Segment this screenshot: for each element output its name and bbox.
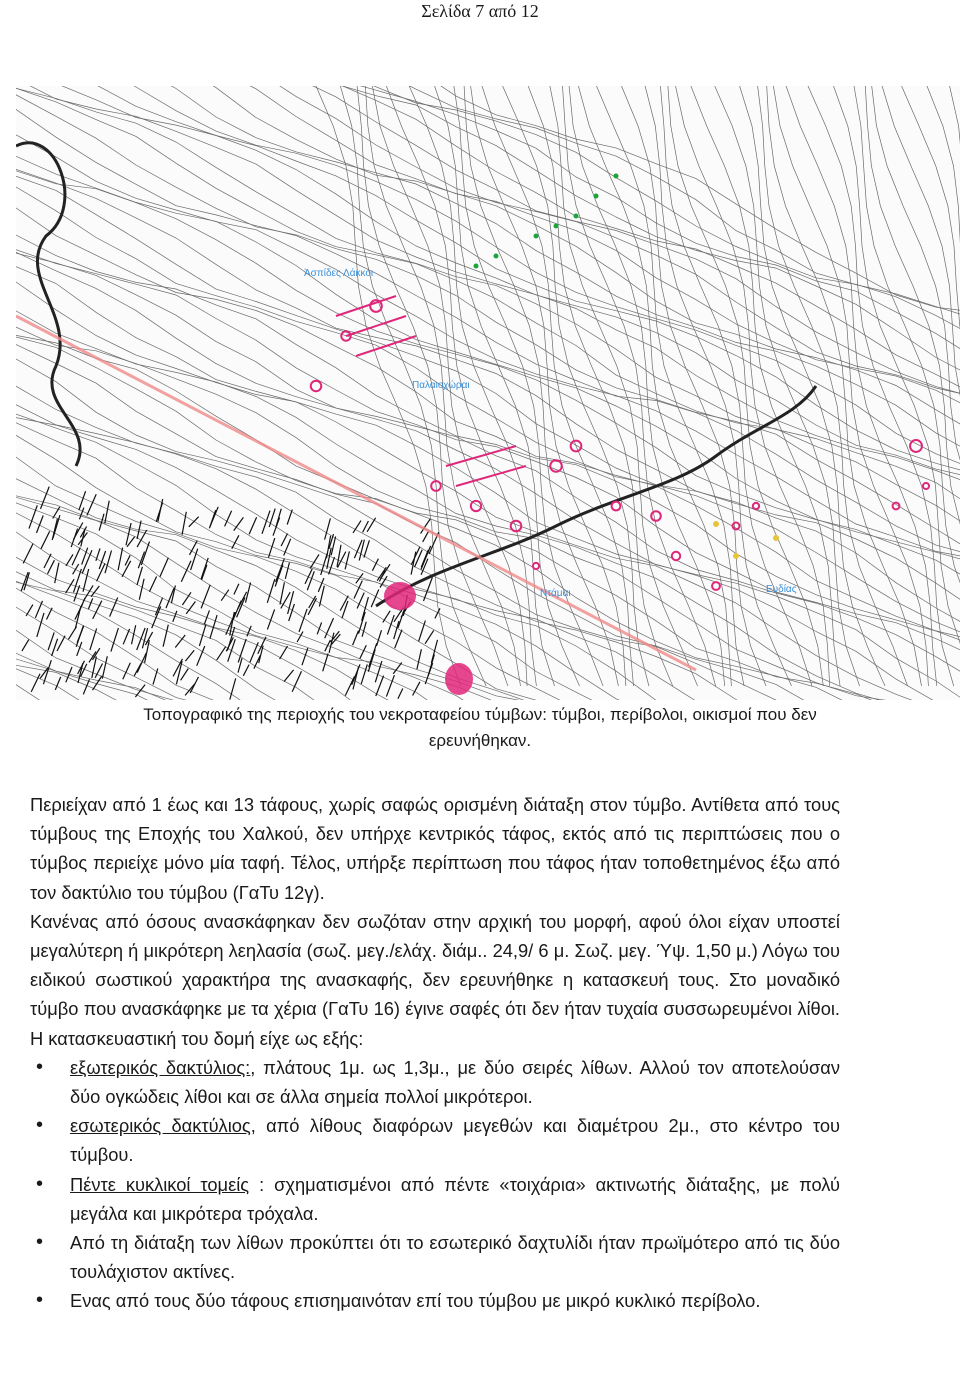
list-item bbox=[30, 1228, 840, 1286]
green-marker bbox=[474, 264, 479, 269]
paragraph: Περιείχαν από 1 έως και 13 τάφους, χωρίς σαφώς ορισμένη διάταξη στον τύμβο. Αντίθετα από τους τύμβους της Εποχής του Χαλκού, δεν υπήρχε κεντρικός τάφος, εκτός από τις περιπτώσεις που ο τύμβος περιείχε μόνο μία ταφή. Τέλος, υπήρξε περίπτωση που τάφος ήταν τοποθετημένος έξω από τον δακτύλιο του τύμβου (ΓαΤυ 12γ). bbox=[30, 794, 840, 903]
bullet-icon: • bbox=[36, 1114, 44, 1137]
list-item bbox=[30, 1286, 840, 1315]
bullet-icon: • bbox=[36, 1231, 44, 1254]
bullet-term: εξωτερικός δακτύλιος: bbox=[70, 1056, 251, 1078]
yellow-marker bbox=[773, 535, 779, 541]
map-caption: Τοπογραφικό της περιοχής του νεκροταφείου τύμβων: τύμβοι, περίβολοι, οικισμοί που δεν ερευνήθηκαν. bbox=[143, 705, 817, 750]
map-label: Ντάμαι bbox=[540, 588, 571, 599]
bullet-text: , από λίθους διαφόρων μεγεθών και διαμέτρου 2μ., στο κέντρο του τύμβου. bbox=[70, 1115, 840, 1166]
bullet-text: , πλάτους 1μ. ως 1,3μ., με δύο σειρές λίθων. Αλλού τον αποτελούσαν δύο ογκώδεις λίθοι και σε άλλα σημεία πολλοί μικρότεροι. bbox=[70, 1056, 840, 1108]
map-label: Ευδίας bbox=[766, 584, 797, 595]
green-marker bbox=[574, 214, 579, 219]
bullet-term: Πέντε κυκλικοί τομείς bbox=[70, 1173, 250, 1195]
green-marker bbox=[554, 224, 559, 229]
list-item bbox=[30, 1170, 840, 1228]
list-item bbox=[30, 1111, 840, 1169]
bullet-term: εσωτερικός δακτύλιος bbox=[70, 1115, 251, 1137]
bullet-icon: • bbox=[36, 1172, 44, 1195]
yellow-marker bbox=[733, 553, 739, 559]
large-tumulus-1 bbox=[384, 582, 416, 610]
topographic-map bbox=[16, 86, 960, 700]
bullet-icon: • bbox=[36, 1289, 44, 1312]
yellow-marker bbox=[713, 521, 719, 527]
map-label: Ἀσπίδες Λάκκοι bbox=[304, 268, 374, 279]
map-label: Παλαιοχώραι bbox=[412, 380, 470, 391]
bullet-list bbox=[30, 1053, 840, 1316]
large-tumulus-2 bbox=[445, 663, 473, 695]
bullet-text: Από τη διάταξη των λίθων προκύπτει ότι το εσωτερικό δαχτυλίδι ήταν πρωϊμότερο από τις δύο τουλάχιστον ακτίνες. bbox=[70, 1232, 840, 1283]
page-header: Σελίδα 7 από 12 bbox=[421, 1, 539, 21]
body-text bbox=[30, 790, 840, 1316]
bullet-icon: • bbox=[36, 1055, 44, 1078]
green-marker bbox=[494, 254, 499, 259]
bullet-text: : σχηματισμένοι από πέντε «τοιχάρια» ακτινωτής διάταξης, με πολύ μεγάλα και μικρότερα τρόχαλα. bbox=[70, 1173, 840, 1224]
bullet-text: Ενας από τους δύο τάφους επισημαινόταν επί του τύμβου με μικρό κυκλικό περίβολο. bbox=[70, 1290, 761, 1312]
green-marker bbox=[534, 234, 539, 239]
list-item bbox=[30, 1053, 840, 1111]
green-marker bbox=[594, 194, 599, 199]
paragraph: Κανένας από όσους ανασκάφηκαν δεν σωζόταν στην αρχική του μορφή, αφού όλοι είχαν υποστεί μεγαλύτερη ή μικρότερη λεηλασία (σωζ. μεγ./ελάχ. διάμ.. 24,9/ 6 μ. Σωζ. μεγ. Ύψ. 1,50 μ.) Λόγω του ειδικού σωστικού χαρακτήρα της ανασκαφής, δεν ερευνήθηκε η κατασκευή τους. Στο μοναδικό τύμβο που ανασκάφηκε με τα χέρια (ΓαΤυ 16) έγινε σαφές ότι δεν ήταν τυχαία συσσωρευμένοι λίθοι. Η κατασκευαστική του δομή είχε ως εξής: bbox=[30, 910, 840, 1049]
green-marker bbox=[614, 174, 619, 179]
